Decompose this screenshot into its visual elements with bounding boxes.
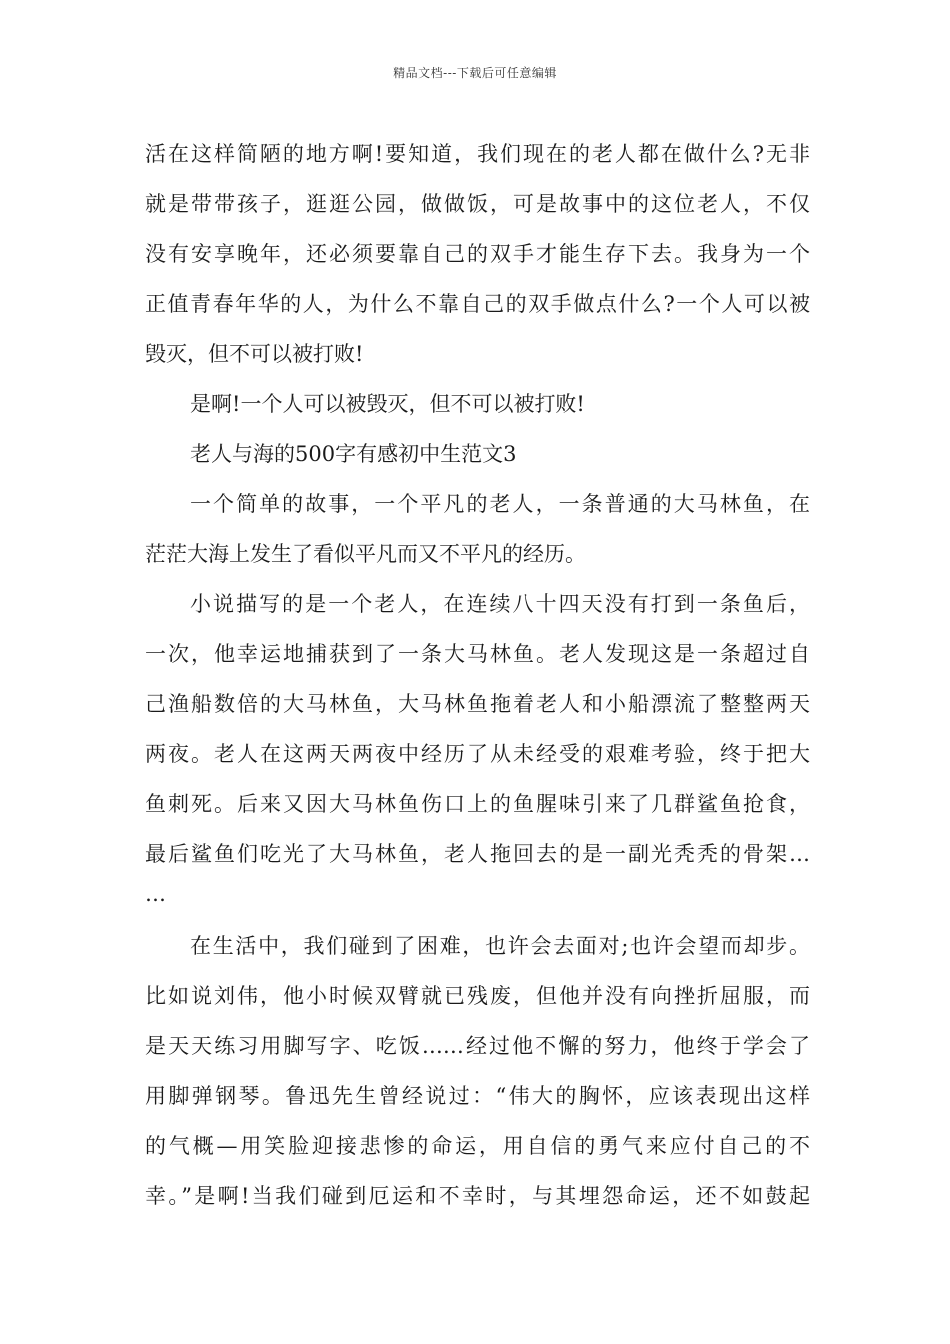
- text-line: 的气概—用笑脸迎接悲惨的命运，用自信的勇气来应付自己的不: [145, 1134, 810, 1158]
- text-line: 毁灭，但不可以被打败!: [145, 342, 364, 366]
- section-heading: 老人与海的500字有感初中生范文3: [190, 442, 517, 466]
- text-line: 比如说刘伟，他小时候双臂就已残废，但他并没有向挫折屈服，而: [145, 984, 810, 1008]
- page-header: 精品文档---下载后可任意编辑: [393, 66, 557, 80]
- text-line: 没有安享晚年，还必须要靠自己的双手才能生存下去。我身为一个: [145, 242, 810, 266]
- text-line: 鱼刺死。后来又因大马林鱼伤口上的鱼腥味引来了几群鲨鱼抢食，: [145, 792, 810, 816]
- text-line: 一个简单的故事，一个平凡的老人，一条普通的大马林鱼，在: [190, 492, 810, 516]
- text-line: 正值青春年华的人，为什么不靠自己的双手做点什么?一个人可以被: [145, 292, 810, 316]
- text-line: 在生活中，我们碰到了困难，也许会去面对;也许会望而却步。: [190, 934, 810, 958]
- text-line: 幸。”是啊!当我们碰到厄运和不幸时，与其埋怨命运，还不如鼓起: [145, 1184, 810, 1208]
- text-line: 是啊!一个人可以被毁灭，但不可以被打败!: [190, 392, 585, 416]
- text-line: 茫茫大海上发生了看似平凡而又不平凡的经历。: [145, 542, 586, 566]
- text-line: …: [145, 882, 166, 906]
- text-line: 用脚弹钢琴。鲁迅先生曾经说过：“伟大的胸怀，应该表现出这样: [145, 1084, 810, 1108]
- text-line: 己渔船数倍的大马林鱼，大马林鱼拖着老人和小船漂流了整整两天: [145, 692, 810, 716]
- text-line: 小说描写的是一个老人，在连续八十四天没有打到一条鱼后，: [190, 592, 810, 616]
- text-line: 就是带带孩子，逛逛公园，做做饭，可是故事中的这位老人，不仅: [145, 192, 810, 216]
- text-line: 两夜。老人在这两天两夜中经历了从未经受的艰难考验，终于把大: [145, 742, 810, 766]
- text-line: 一次，他幸运地捕获到了一条大马林鱼。老人发现这是一条超过自: [145, 642, 810, 666]
- text-line: 最后鲨鱼们吃光了大马林鱼，老人拖回去的是一副光秃秃的骨架…: [145, 842, 810, 866]
- text-line: 是天天练习用脚写字、吃饭……经过他不懈的努力，他终于学会了: [145, 1034, 810, 1058]
- text-line: 活在这样简陋的地方啊!要知道，我们现在的老人都在做什么?无非: [145, 142, 810, 166]
